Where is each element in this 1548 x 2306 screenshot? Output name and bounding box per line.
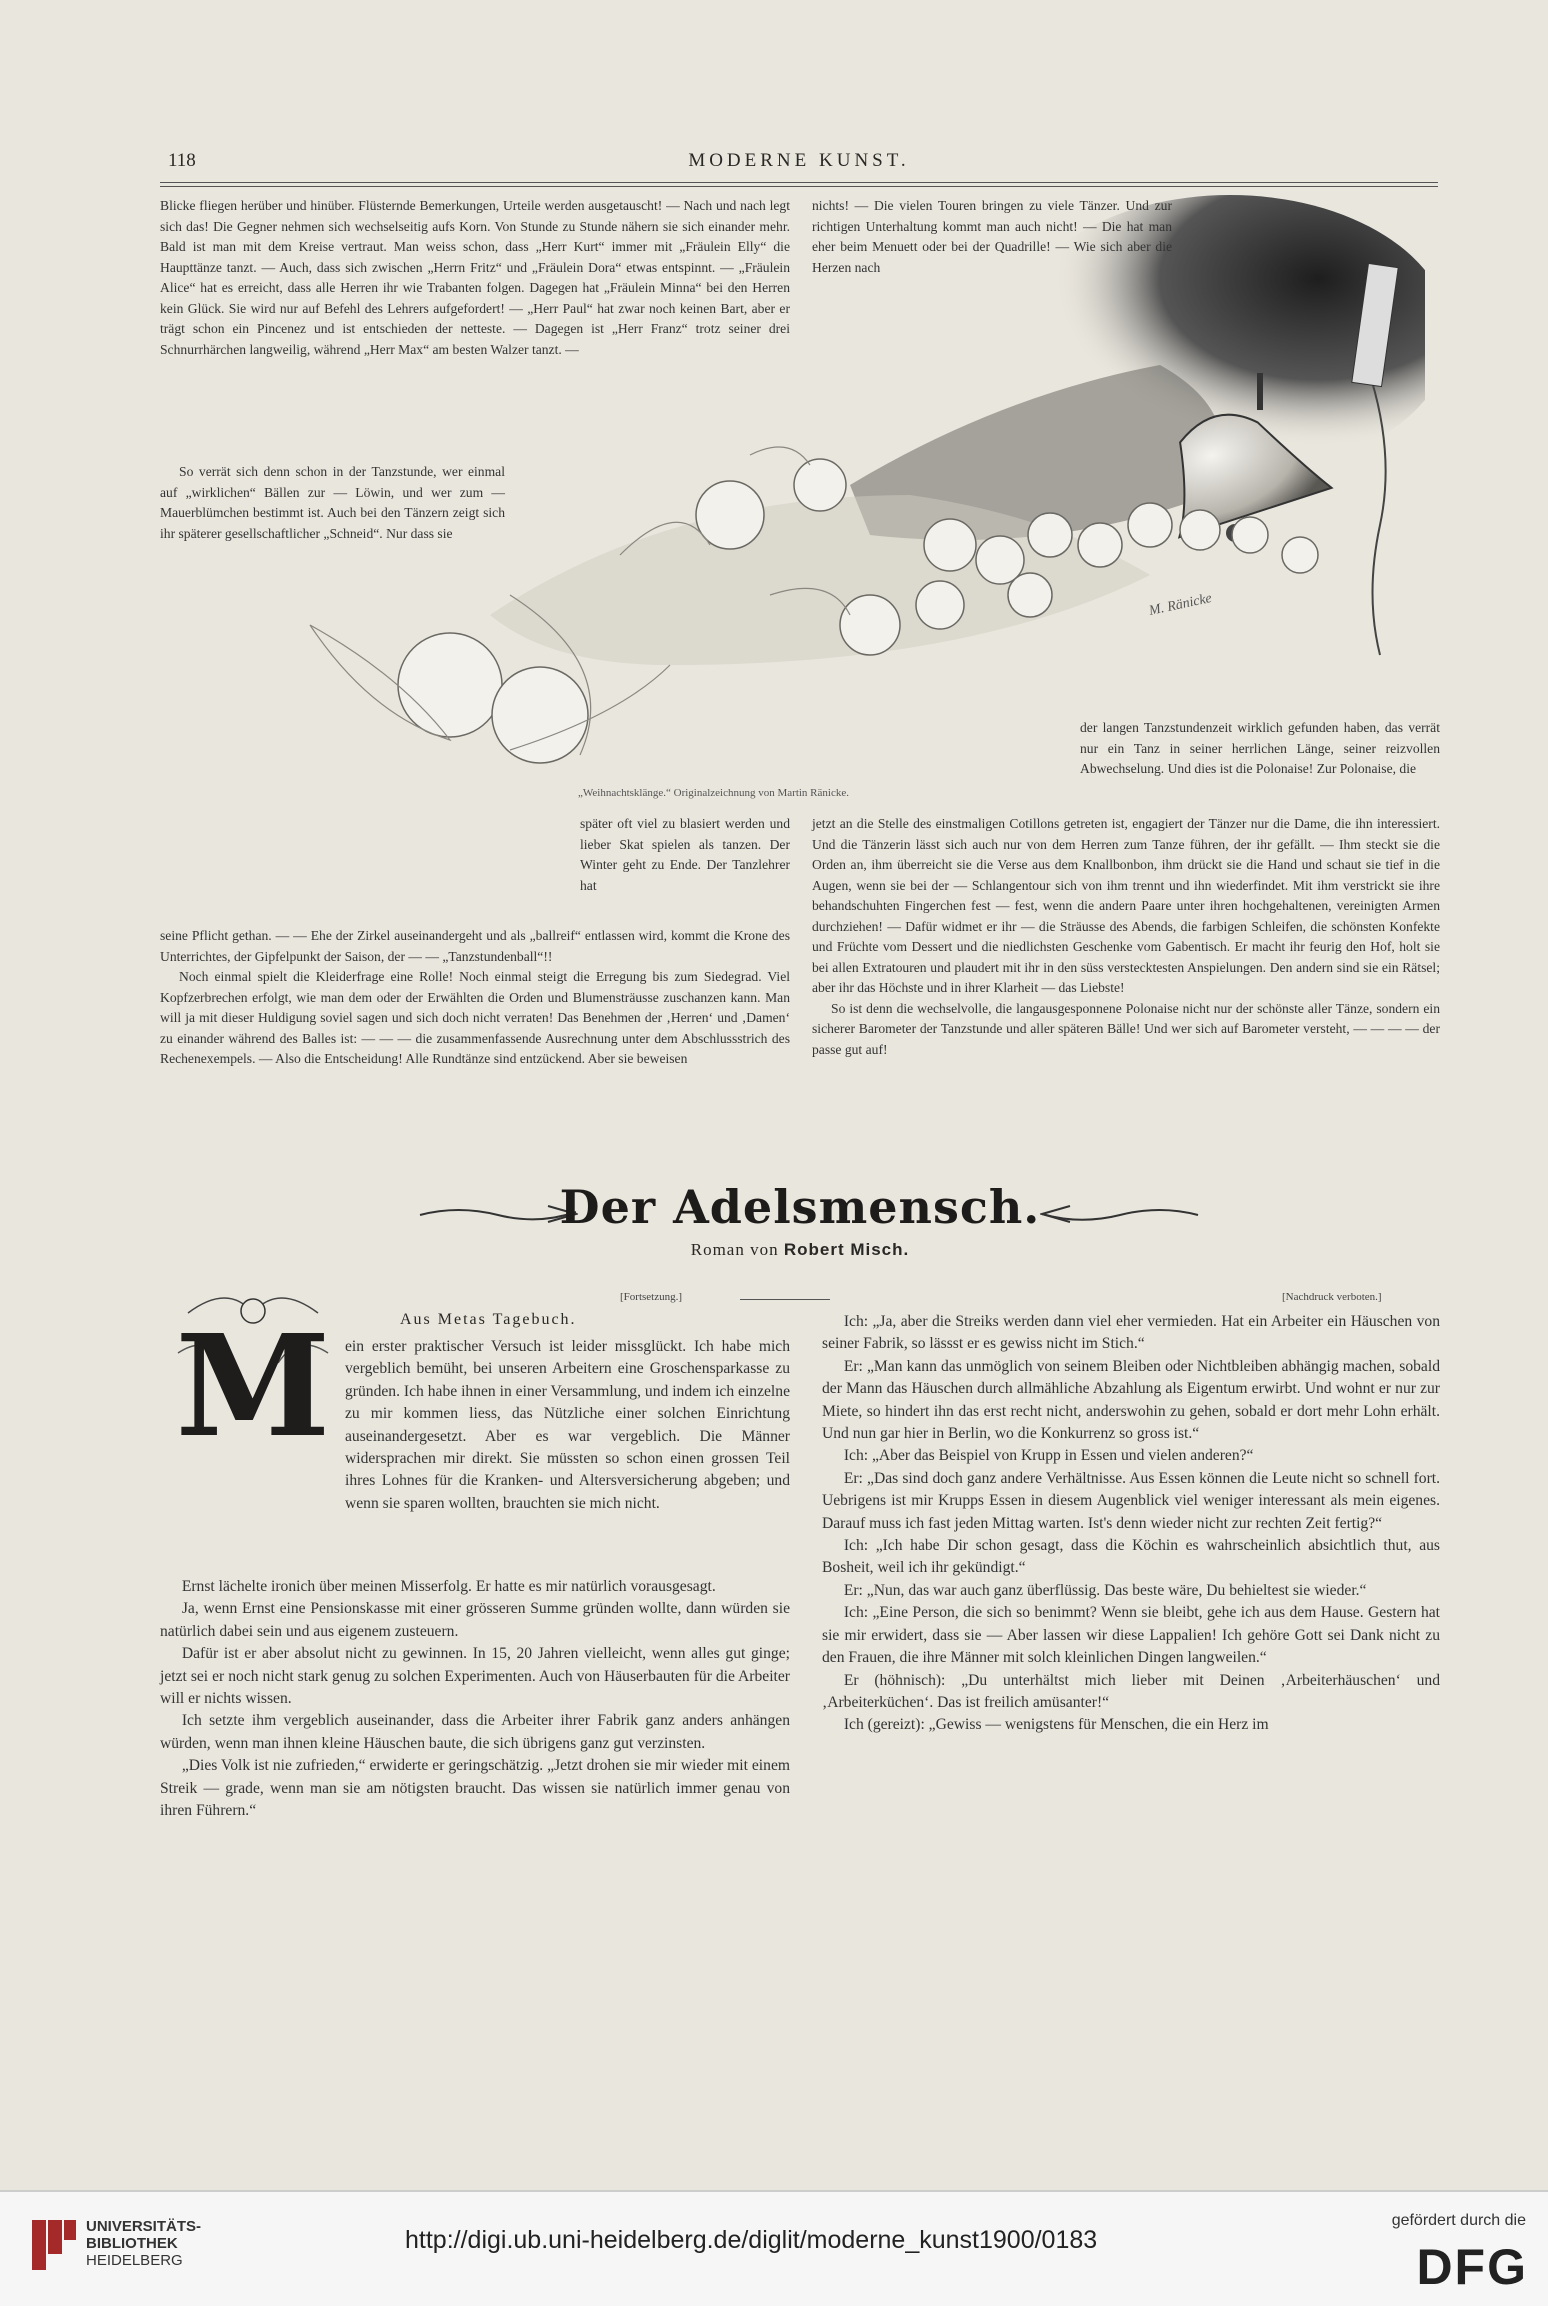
journal-title: MODERNE KUNST.: [688, 150, 910, 171]
novel-paragraph: Ich (gereizt): „Gewiss — wenigstens für Menschen, die ein Herz im: [843, 1716, 1269, 1734]
diary-heading: Aus Metas Tagebuch.: [400, 1311, 577, 1328]
article1-right-bottom: [812, 814, 1440, 1060]
novel-paragraph: Ich: „Aber das Beispiel von Krupp in Essen und vielen anderen?“: [843, 1447, 1254, 1465]
novel-paragraph: Ja, wenn Ernst eine Pensionskasse mit einer grösseren Summe gründen wollte, dann würden sie natürlich dabei sein und aus eigenem zusteuern.: [160, 1600, 790, 1640]
library-logo: [30, 2216, 202, 2281]
novel-title: Der Adelsmensch.: [559, 1180, 1041, 1234]
novel-paragraph: Ich: „Eine Person, die sich so benimmt? Wenn sie bleibt, gehe ich aus dem Hause. Gestern hat sie mir erwidert, dass sie — Aber lassen wir diese Lappalien! Ich gehöre Gott sei Dank nicht zu den Frauen, die ihre Männer mit solch kleinlichen Dingen langweilen.“: [822, 1604, 1440, 1667]
continuation-note: [Fortsetzung.]: [620, 1291, 683, 1303]
page-number: 118: [168, 150, 196, 171]
article1-paragraph: jetzt an die Stelle des einstmaligen Cotillons getreten ist, engagiert der Tänzer nur die Dame, die ihn interessiert. Und die Tänzerin lässt sich auch nur von dem Herren zum Tanze führen, der ihr gefällt. — Ihm steckt sie die Orden an, ihm überreicht sie die Verse aus dem Knallbonbon, ihm drückt sie die Hand und schaut sie tief in die Augen, wenn sie bei der — Schlangentour sich von ihm trennt und ihn wiederfindet. Mit ihm verstrickt sie ihre behandschuhten Fingerchen fest — fest, wenn die andern Paare unter ihren hochgehaltenen, vereinigten Armen durchziehen! — Dafür widmet er ihr — die Sträusse des Abends, die farbigen Schleifen, die schönsten Konfekte und Früchte vom Dessert und die niedlichsten Geschenke vom Gabentisch. Er macht ihr feurig den Hof, holt sie bei allen Extratouren und plaudert mit ihr in den süss verstecktesten Anspielungen. Den andern sind sie ein Rätsel; aber ihr das Höchste und in ihrer Klarheit — das Liebste!: [812, 816, 1440, 995]
reprint-note: [Nachdruck verboten.]: [1282, 1291, 1382, 1303]
novel-paragraph: Dafür ist er aber absolut nicht zu gewinnen. In 15, 20 Jahren vielleicht, wenn alles gut ginge; jetzt sei er noch nicht stark genug zu solchen Experimenten. Auch von Häuserbauten für die Arbeiter will er nichts wissen.: [160, 1645, 790, 1708]
novel-paragraph: Er: „Das sind doch ganz andere Verhältnisse. Aus Essen können die Leute nicht so schnell fort. Uebrigens ist mir Krupps Essen in diesem Augenblick viel weniger interessant als mein eigenes. Darauf muss ich fast jeden Mittag warten. Ist's denn wieder nicht zur rechten Zeit fertig?“: [822, 1469, 1440, 1532]
article1-paragraph: Blicke fliegen herüber und hinüber. Flüsternde Bemerkungen, Urteile werden ausgetauscht! — Nach und nach legt sich das! Die Gegner nehmen sich wechselseitig aufs Korn. Von Stunde zu Stunde nähern sie sich einander mehr. Bald ist man mit dem Kreise vertraut. Man weiss schon, dass „Herr Kurt“ immer mit „Fräulein Elly“ die Haupttänze tanzt. — Auch, dass sich zwischen „Herrn Fritz“ und „Fräulein Dora“ etwas entspinnt. — „Fräulein Alice“ hat es erreicht, dass alle Herren ihr wie Trabanten folgen. Dagegen hat „Fräulein Minna“ bei den Herren kein Glück. Sie wird nur auf Befehl des Lehrers aufgefordert! — „Herr Paul“ hat zwar noch keinen Bart, aber er trägt schon ein Pincenez und ist entschieden der netteste. — Dagegen ist „Herr Franz“ trotz seiner drei Schnurrhärchen langweilig, während „Herr Max“ am besten Walzer tanzt. —: [160, 198, 790, 357]
dfg-logo: DFG: [1416, 2239, 1528, 2295]
article1-left-narrow: [580, 814, 790, 896]
library-name: UNIVERSITÄTS- BIBLIOTHEK HEIDELBERG: [86, 2218, 202, 2269]
article1-paragraph: der langen Tanzstundenzeit wirklich gefunden haben, das verrät nur ein Tanz in seiner herrlichen Länge, seiner reizvollen Abwechselung. Und dies ist die Polonaise! Zur Polonaise, die: [1080, 720, 1440, 776]
ub-heidelberg-icon: [30, 2216, 78, 2276]
novel-paragraph: Ich: „Ich habe Dir schon gesagt, dass die Köchin es wahrscheinlich absichtlich thut, aus Bosheit, weil ich ihr gekündigt.“: [822, 1537, 1440, 1577]
running-header: [160, 146, 1438, 176]
article1-paragraph: später oft viel zu blasiert werden und lieber Skat spielen als tanzen. Der Winter geht zu Ende. Der Tanzlehrer hat: [580, 816, 790, 893]
ornament-rule: [740, 1299, 830, 1300]
novel-paragraph: Ich setzte ihm vergeblich auseinander, dass die Arbeiter ihrer Fabrik ganz anders anhängen würden, wenn man ihnen kleine Häuschen baute, die sich übrigens ganz gut verzinsten.: [160, 1712, 790, 1752]
novel-paragraph: Ernst lächelte ironich über meinen Misserfolg. Er hatte es mir natürlich vorausgesagt.: [181, 1578, 716, 1595]
article1-paragraph: nichts! — Die vielen Touren bringen zu viele Tänzer. Und zur richtigen Unterhaltung kommt man auch nicht! — Die hat man eher beim Menuett oder bei der Quadrille! — Wie sich aber die Herzen nach: [812, 198, 1172, 275]
article1-paragraph: Noch einmal spielt die Kleiderfrage eine Rolle! Noch einmal steigt die Erregung bis zum Siedegrad. Viel Kopfzerbrechen erfolgt, wie man dem oder der Erwählten die Orden und Blumensträusse zuschanzen kann. Man will ja mit dieser Huldigung soviel sagen und sich doch nicht verraten! Das Benehmen der ‚Herren‘ und ‚Damen‘ zu einander während des Balles ist: — — — die zusammenfassende Ausrechnung unter dem Abschlussstrich des Rechenexempels. — Also die Entscheidung! Alle Rundtänze sind entzückend. Aber sie beweisen: [160, 969, 790, 1066]
svg-text:M. Ränicke: M. Ränicke: [1147, 590, 1214, 619]
digitization-footer: [0, 2190, 1548, 2306]
figure-caption: „Weihnachtsklänge.“ Originalzeichnung von Martin Ränicke.: [578, 787, 849, 799]
permalink[interactable]: http://digi.ub.uni-heidelberg.de/diglit/moderne_kunst1900/0183: [405, 2226, 1098, 2254]
article2-left-column: [160, 1576, 790, 1822]
article1-left-top: [160, 196, 790, 360]
dropcap-letter: M: [175, 1305, 331, 1443]
novel-paragraph: Er: „Man kann das unmöglich von seinem Bleiben oder Nichtbleiben abhängig machen, sobald der Mann das Häuschen durch allmähliche Abzahlung als Eigentum erwirbt. Und wohnt er nur zur Miete, so hindert ihn das erst recht nicht, anderswohin zu gehen, sobald er dort mehr Lohn erhält. Und nun gar hier in Berlin, wo die Konkurrenz so gross ist.“: [822, 1357, 1440, 1443]
article1-paragraph: So ist denn die wechselvolle, die langausgesponnene Polonaise nicht nur der schönste aller Tänze, sondern ein sicherer Barometer der Tanzstunde und aller späteren Bälle! Und wer sich auf Barometer versteht, — — — — der passe gut auf!: [812, 1000, 1440, 1057]
novel-paragraph: Er: „Nun, das war auch ganz überflüssig. Das beste wäre, Du behieltest sie wieder.“: [843, 1581, 1367, 1599]
novel-paragraph: Ich: „Ja, aber die Streiks werden dann viel eher vermieden. Hat ein Arbeiter ein Häuschen von seiner Fabrik, so lässst er es gewiss nicht im Stich.“: [822, 1313, 1440, 1353]
article1-left-bottom: [160, 926, 790, 1070]
article1-right-mid: [1080, 718, 1440, 780]
byline-prefix: Roman von: [690, 1240, 779, 1259]
article1-paragraph: So verrät sich denn schon in der Tanzstunde, wer einmal auf „wirklichen“ Bällen zur — Löwin, und wer zum — Mauerblümchen bestimmt ist. Auch bei den Tänzern zeigt sich ihr späterer gesellschaftlicher „Schneid“. Nur dass sie: [160, 464, 505, 541]
article2-left-intro: [345, 1336, 790, 1515]
article2-intro: ein erster praktischer Versuch ist leider missglückt. Ich habe mich vergeblich bemüht, bei unseren Arbeitern eine Groschensparkasse zu gründen. Ich habe ihnen in einer Versammlung, und indem ich einzelne zu mir kommen liess, das Nützliche einer solchen Einrichtung auseinandergesetzt. Aber es war vergeblich. Die Männer widersprachen mir direkt. Sie müssten so schon einen grossen Teil ihres Lohnes für die Kranken- und Altersversicherung abgeben; und wenn sie sparen wollten, brauchten sie mich nicht.: [345, 1338, 790, 1512]
article1-left-mid: [160, 462, 505, 544]
novel-paragraph: Er (höhnisch): „Du unterhältst mich lieber mit Deinen ‚Arbeiterhäuschen‘ und ‚Arbeiterküchen‘. Das ist freilich amüsanter!“: [822, 1671, 1440, 1711]
article1-paragraph: seine Pflicht gethan. — — Ehe der Zirkel auseinandergeht und als „ballreif“ entlassen wird, kommt die Krone des Unterrichtes, der Gipfelpunkt der Saison, der — — „Tanzstundenball“!!: [160, 928, 790, 964]
article2-right-column: [822, 1311, 1440, 1737]
header-rule: [160, 182, 1438, 183]
novel-byline: [400, 1240, 1200, 1260]
funding-note: gefördert durch die: [1391, 2212, 1526, 2229]
article1-right-top: [812, 196, 1172, 278]
decorated-initial: [168, 1283, 338, 1443]
author-name: Robert Misch.: [783, 1240, 910, 1259]
chapter-heading: [400, 1180, 1200, 1290]
novel-paragraph: „Dies Volk ist nie zufrieden,“ erwiderte er geringschätzig. „Jetzt drohen sie mir wieder mit einem Streik — grade, wenn man sie am nötigsten braucht. Das wissen sie natürlich immer genau von ihren Führern.“: [160, 1757, 790, 1820]
header-rule-thin: [160, 186, 1438, 187]
